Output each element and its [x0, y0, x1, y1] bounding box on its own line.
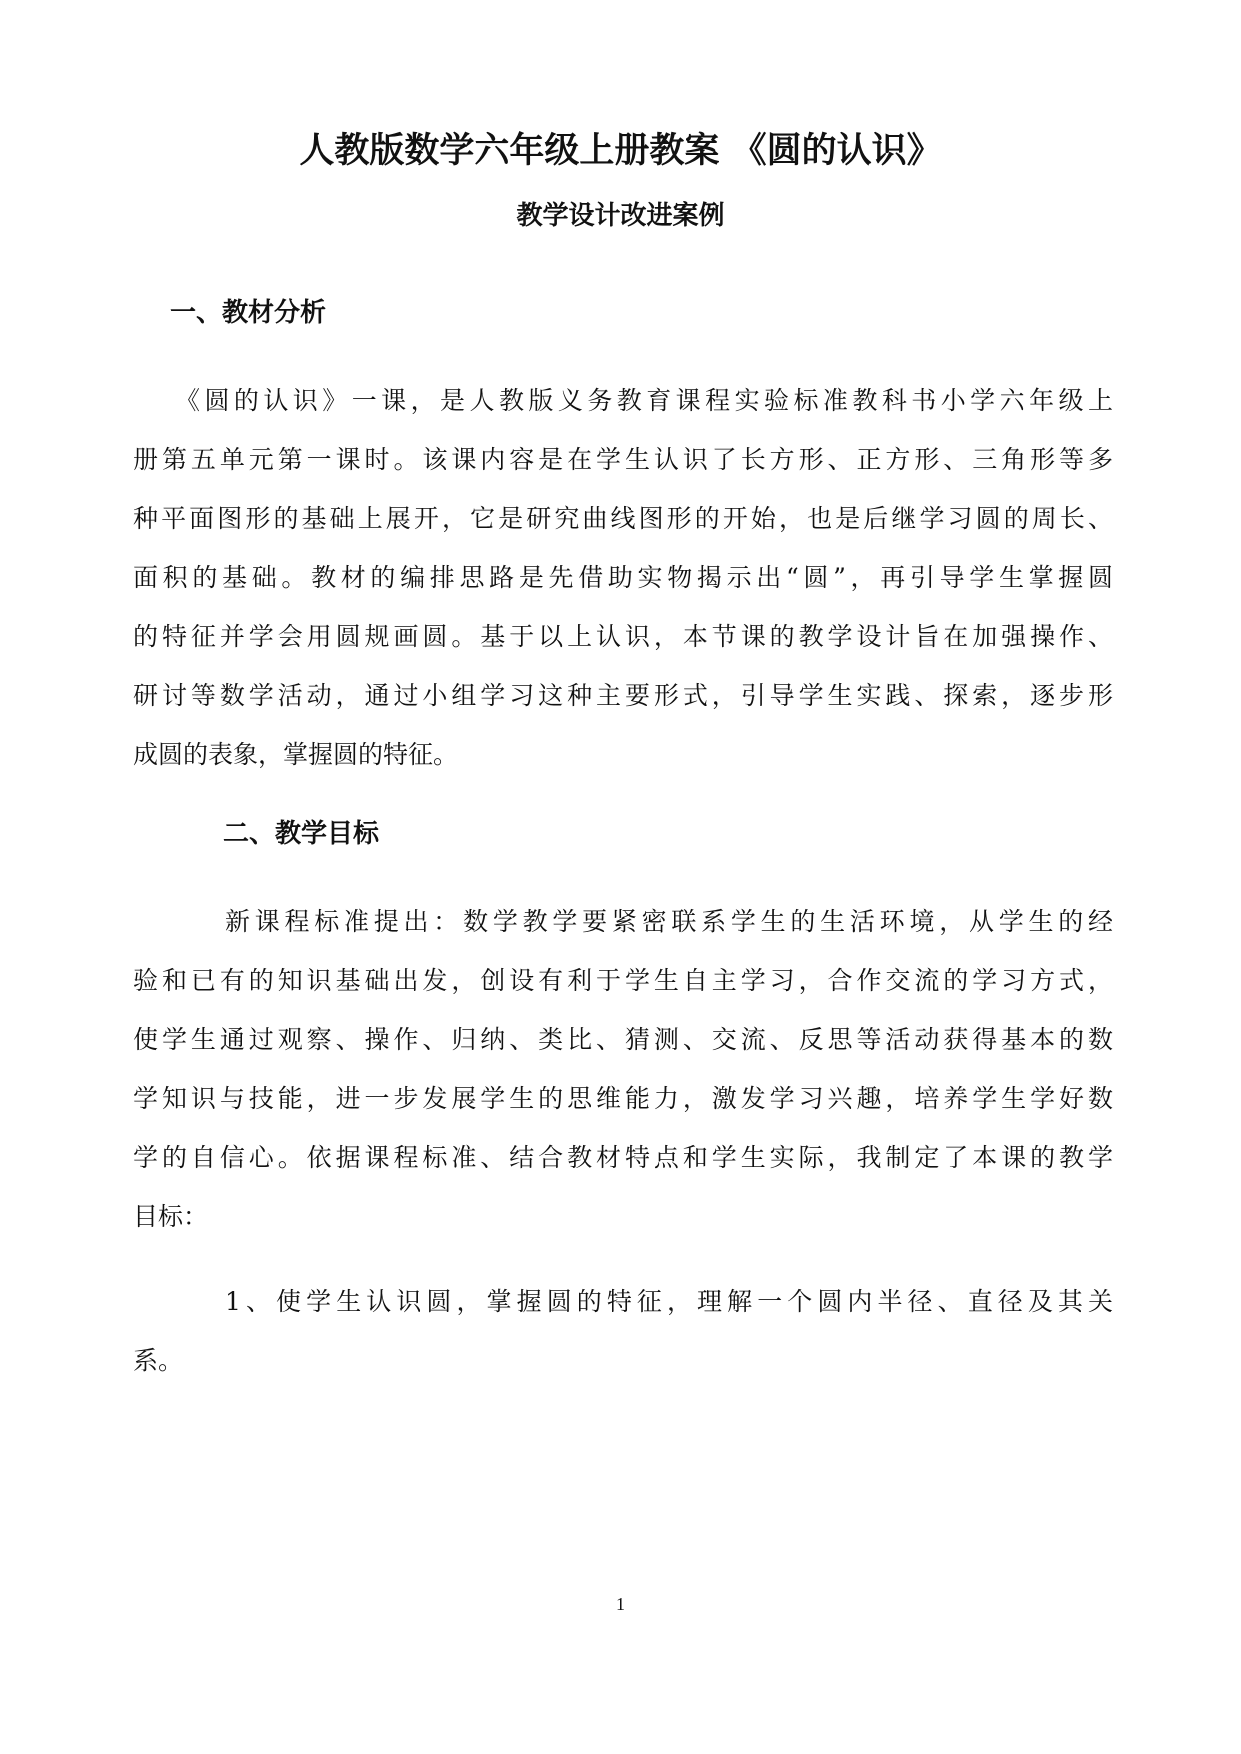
paragraph-analysis [133, 371, 1113, 784]
paragraph-line: 面积的基础。教材的编排思路是先借助实物揭示出“圆”，再引导学生掌握圆 [133, 563, 1113, 592]
paragraph-line: 种平面图形的基础上展开，它是研究曲线图形的开始，也是后继学习圆的周长、 [133, 504, 1113, 533]
paragraph-line: 系。 [133, 1346, 184, 1375]
paragraph-goals [133, 892, 1113, 1246]
paragraph-line: 的特征并学会用圆规画圆。基于以上认识，本节课的教学设计旨在加强操作、 [133, 622, 1113, 651]
paragraph-line: 新课程标准提出：数学教学要紧密联系学生的生活环境，从学生的经 [225, 907, 1113, 936]
paragraph-line: 目标： [133, 1202, 209, 1231]
paragraph-line: 《圆的认识》一课，是人教版义务教育课程实验标准教科书小学六年级上 [175, 386, 1113, 415]
paragraph-line: 研讨等数学活动，通过小组学习这种主要形式，引导学生实践、探索，逐步形 [133, 681, 1113, 710]
section-heading-goals: 二、教学目标 [223, 819, 380, 849]
page-number: 1 [616, 1594, 625, 1614]
paragraph-line: 学知识与技能，进一步发展学生的思维能力，激发学习兴趣，培养学生学好数 [133, 1084, 1113, 1113]
paragraph-line: 成圆的表象，掌握圆的特征。 [133, 740, 459, 769]
paragraph-line: 验和已有的知识基础出发，创设有利于学生自主学习，合作交流的学习方式， [133, 966, 1113, 995]
paragraph-line: 学的自信心。依据课程标准、结合教材特点和学生实际，我制定了本课的教学 [133, 1143, 1113, 1172]
paragraph-line: 1、使学生认识圆，掌握圆的特征，理解一个圆内半径、直径及其关 [225, 1287, 1113, 1316]
goal-item-1 [133, 1272, 1113, 1390]
paragraph-line: 使学生通过观察、操作、归纳、类比、猜测、交流、反思等活动获得基本的数 [133, 1025, 1113, 1054]
document-subtitle: 教学设计改进案例 [516, 201, 725, 231]
section-heading-analysis: 一、教材分析 [170, 298, 327, 328]
document-title: 人教版数学六年级上册教案 《圆的认识》 [299, 131, 942, 171]
paragraph-line: 册第五单元第一课时。该课内容是在学生认识了长方形、正方形、三角形等多 [133, 445, 1113, 474]
